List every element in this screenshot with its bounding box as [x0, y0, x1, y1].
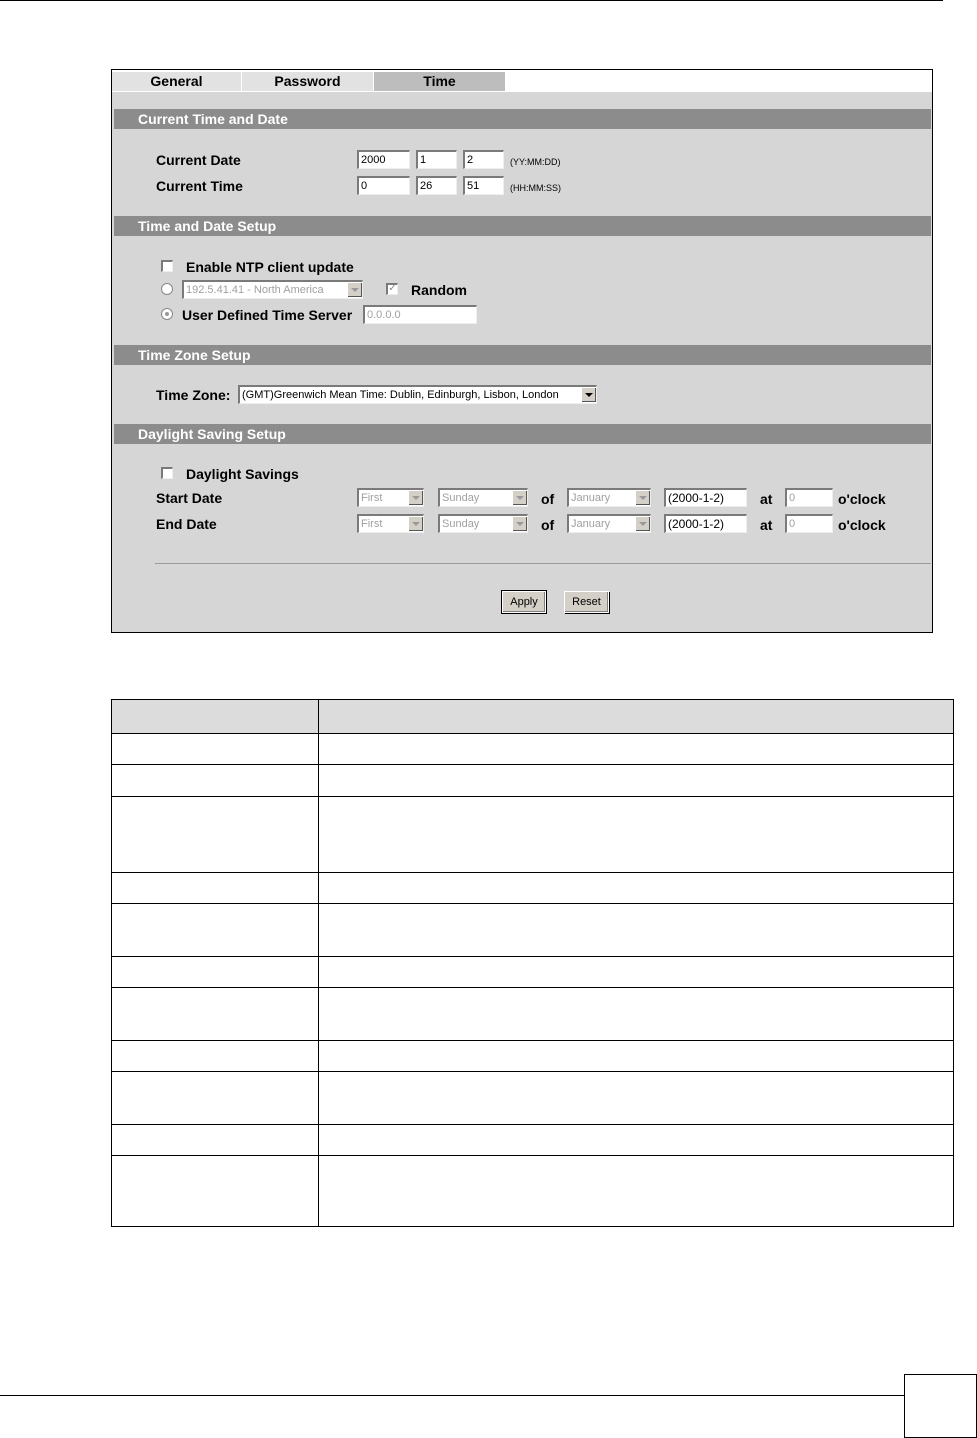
section-current-time-date: Current Time and Date: [114, 109, 931, 129]
time-zone-select-value: (GMT)Greenwich Mean Time: Dublin, Edinburgh, Lisbon, London: [242, 389, 559, 401]
chevron-down-icon: [408, 490, 423, 505]
table-row: [112, 988, 954, 1041]
table-row: [112, 765, 954, 797]
table-cell: [319, 1041, 954, 1072]
chevron-down-icon: [635, 490, 650, 505]
tab-bar: [112, 70, 932, 92]
random-label: Random: [411, 282, 467, 298]
time-zone-label: Time Zone:: [156, 387, 231, 403]
ntp-server-list-radio[interactable]: [161, 283, 173, 295]
table-cell: [319, 1125, 954, 1156]
time-format-hint: (HH:MM:SS): [510, 183, 561, 193]
end-day-select[interactable]: [438, 514, 528, 533]
end-date-label: End Date: [156, 516, 217, 532]
table-row: [112, 904, 954, 957]
end-of-label: of: [541, 517, 555, 533]
user-defined-server-label: User Defined Time Server: [182, 307, 353, 323]
daylight-savings-label: Daylight Savings: [186, 466, 299, 482]
table-cell: [112, 957, 319, 988]
table-cell: [319, 1072, 954, 1125]
table-cell: [112, 988, 319, 1041]
current-time-minute-input[interactable]: 26: [416, 176, 457, 195]
start-date-preview: (2000-1-2): [664, 488, 747, 507]
end-month-value: January: [571, 518, 611, 530]
form-divider: [155, 563, 931, 564]
reset-button[interactable]: Reset: [564, 591, 609, 613]
enable-ntp-label: Enable NTP client update: [186, 259, 354, 275]
section-time-date-setup: Time and Date Setup: [114, 216, 931, 236]
table-cell: [319, 734, 954, 765]
current-date-year-input[interactable]: 2000: [357, 150, 410, 169]
chevron-down-icon: [512, 490, 527, 505]
chevron-down-icon: [581, 387, 596, 402]
current-time-label: Current Time: [156, 178, 243, 194]
table-cell: [112, 873, 319, 904]
end-oclock-label: o'clock: [838, 517, 886, 533]
end-week-value: First: [361, 518, 383, 530]
user-defined-server-radio[interactable]: [161, 308, 173, 320]
table-cell: [319, 765, 954, 797]
end-day-value: Sunday: [442, 518, 480, 530]
table-cell: [112, 1125, 319, 1156]
table-row: [112, 1072, 954, 1125]
time-zone-select[interactable]: [238, 385, 597, 404]
user-defined-server-input[interactable]: 0.0.0.0: [363, 305, 477, 324]
end-at-label: at: [760, 517, 773, 533]
start-day-value: Sunday: [442, 492, 480, 504]
end-hour-input[interactable]: 0: [785, 514, 833, 533]
start-hour-input[interactable]: 0: [785, 488, 833, 507]
end-week-select[interactable]: [357, 514, 424, 533]
end-date-preview: (2000-1-2): [664, 514, 747, 533]
start-date-label: Start Date: [156, 490, 223, 506]
start-day-select[interactable]: [438, 488, 528, 507]
start-at-label: at: [760, 491, 773, 507]
section-time-zone-setup: Time Zone Setup: [114, 345, 931, 365]
current-time-hour-input[interactable]: 0: [357, 176, 410, 195]
page-number-box: [904, 1374, 977, 1438]
start-month-select[interactable]: [567, 488, 651, 507]
tab-password[interactable]: Password: [242, 72, 374, 91]
chevron-down-icon: [347, 282, 362, 297]
date-format-hint: (YY:MM:DD): [510, 157, 561, 167]
chevron-down-icon: [408, 516, 423, 531]
table-cell: [112, 1072, 319, 1125]
current-time-second-input[interactable]: 51: [463, 176, 504, 195]
table-row: [112, 1156, 954, 1227]
header-rule: [0, 0, 943, 1]
section-daylight-saving-setup: Daylight Saving Setup: [114, 424, 931, 444]
table-cell: [319, 957, 954, 988]
table-row: [112, 1125, 954, 1156]
daylight-savings-checkbox[interactable]: [161, 467, 173, 479]
start-month-value: January: [571, 492, 611, 504]
tab-time[interactable]: Time: [374, 72, 506, 91]
random-checkbox[interactable]: ✓: [386, 283, 398, 295]
chevron-down-icon: [512, 516, 527, 531]
table-header-cell: [112, 700, 319, 734]
table-row: [112, 1041, 954, 1072]
current-date-month-input[interactable]: 1: [416, 150, 457, 169]
tab-general[interactable]: General: [112, 72, 242, 91]
table-row: [112, 734, 954, 765]
table-header-cell: [319, 700, 954, 734]
table-row: [112, 797, 954, 873]
table-cell: [112, 904, 319, 957]
table-cell: [112, 797, 319, 873]
start-week-select[interactable]: [357, 488, 424, 507]
field-description-table: [111, 699, 954, 1227]
start-of-label: of: [541, 491, 555, 507]
table-cell: [319, 988, 954, 1041]
table-cell: [319, 797, 954, 873]
current-date-day-input[interactable]: 2: [463, 150, 504, 169]
table-header-row: [112, 700, 954, 734]
table-cell: [112, 734, 319, 765]
ntp-server-select-value: 192.5.41.41 - North America: [186, 284, 324, 296]
chevron-down-icon: [635, 516, 650, 531]
table-cell: [112, 1041, 319, 1072]
enable-ntp-checkbox[interactable]: [161, 260, 173, 272]
time-settings-panel: [111, 69, 933, 633]
start-week-value: First: [361, 492, 383, 504]
start-oclock-label: o'clock: [838, 491, 886, 507]
end-month-select[interactable]: [567, 514, 651, 533]
table-cell: [112, 765, 319, 797]
table-cell: [112, 1156, 319, 1227]
table-cell: [319, 1156, 954, 1227]
table-cell: [319, 904, 954, 957]
footer-rule: [0, 1395, 904, 1396]
apply-button[interactable]: Apply: [502, 591, 546, 613]
table-row: [112, 873, 954, 904]
current-date-label: Current Date: [156, 152, 241, 168]
table-cell: [319, 873, 954, 904]
table-row: [112, 957, 954, 988]
ntp-server-select[interactable]: [182, 280, 363, 299]
